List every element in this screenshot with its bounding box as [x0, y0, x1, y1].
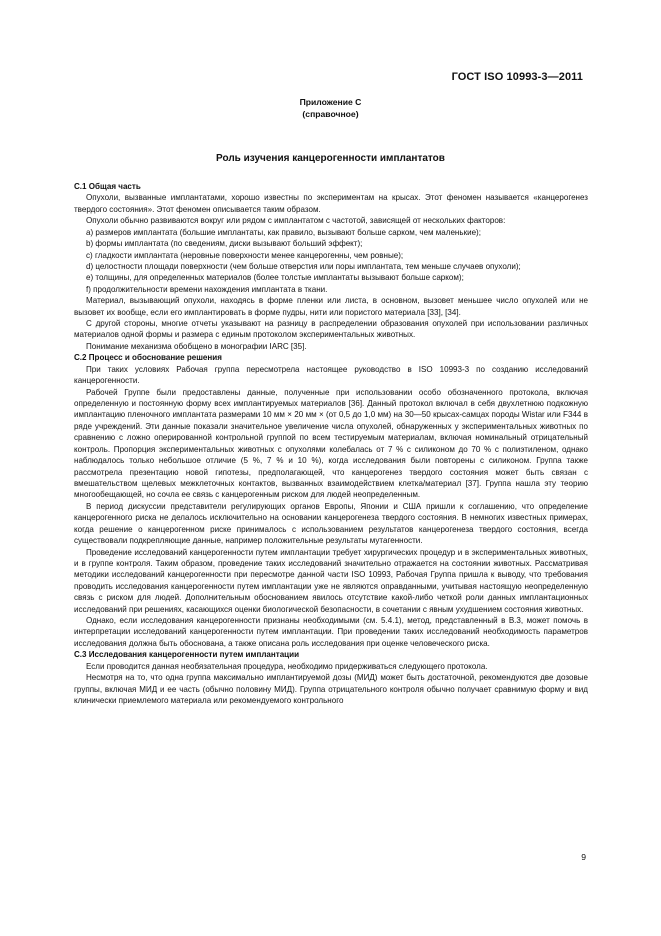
document-title: Роль изучения канцерогенности имплантатов — [216, 153, 445, 164]
paragraph: Проведение исследований канцерогенности путем имплантации требует хирургических процедур и в экспериментальных животных, и в группе контроля. Таким образом, проведение таких исследований значительно отражается на состоянии животных. Рассматривая методики исследований канцерогенности при пересмотре данной части ISO 10993, Рабочая Группа пришла к выводу, что требования проводить исследования канцерогенности путем имплантации уже не являются оправданными, учитывая настоящую неопределенную связь с риском для людей. Дополнительным обоснованием явилось отсутствие какой-либо четкой роли данных имплантационных исследований при решениях, касающихся оценки биологической безопасности, в сочетании с явным ухудшением состояния животных. — [74, 547, 588, 614]
list-item: f) продолжительности времени нахождения имплантата в ткани. — [86, 284, 328, 294]
page-number: 9 — [581, 852, 586, 862]
section-heading-c1: С.1 Общая часть — [74, 182, 141, 191]
paragraph: Опухоли, вызванные имплантатами, хорошо известны по экспериментам на крысах. Этот феномен называется «канцерогенез твердого состояния». Этот феномен описывается таким образом. — [74, 193, 588, 214]
paragraph: Понимание механизма обобщено в монографии IARC [35]. — [86, 341, 307, 351]
list-item: e) толщины, для определенных материалов (более толстые имплантаты вызывают больше сарком); — [86, 273, 464, 283]
paragraph: Несмотря на то, что одна группа максимально имплантируемой дозы (МИД) может быть достаточной, рекомендуются две дозовые группы, включая МИД и ее часть (обычно половину МИД). Группа отрицательного контроля обычно получает сравнимую форму и вид клинически приемлемого материала или рекомендуемого контрольного — [74, 673, 588, 705]
annex-note: (справочное) — [302, 109, 359, 119]
paragraph: В период дискуссии представители регулирующих органов Европы, Японии и США пришли к соглашению, что определение канцерогенного риска не делалось исключительно на основании канцерогенеза твердого состояния. В немногих известных примерах, когда решение о канцерогенном риске принималось с использованием результатов канцерогенеза твердого состояния, всегда существовали подкрепляющие данные, например положительные результаты мутагенности. — [74, 501, 588, 546]
paragraph: С другой стороны, многие отчеты указывают на разницу в распределении образования опухолей при использовании различных материалов одной формы и размера с единым протоколом экспериментальных животных. — [74, 319, 588, 340]
list-item: d) целостности площади поверхности (чем больше отверстия или поры имплантата, тем меньше случаев опухоли); — [86, 261, 521, 271]
document-body — [74, 181, 588, 706]
list-item: c) гладкости имплантата (неровные поверхности менее канцерогенны, чем ровные); — [86, 250, 404, 260]
paragraph: Опухоли обычно развиваются вокруг или рядом с имплантатом с частотой, зависящей от нескольких факторов: — [86, 216, 506, 226]
paragraph: Рабочей Группе были предоставлены данные, полученные при использовании особо обозначенного протокола, включая определенную и постоянную форму всех имплантируемых материалов [36]. Данный протокол включал в себя двухлетнюю подкожную имплантацию пленочного имплантата размерами 10 мм × 20 мм × (от 0,5 до 1,0 мм) на 30—50 крысах-самцах породы Wistar или F344 в ряде учреждений. Эти данные показали значительное увеличение числа опухолей, обнаруженных у экспериментальных животных по сравнению с ложно оперированной контрольной группой по всем тестируемым материалам, включая номинальный отрицательный контроль. Пропорция экспериментальных животных с опухолями колебалась от 7 % с силиконом до 70 % с полиэтиленом, однако наблюдалось только небольшое отличие (5 %, 7 % и 10 %), когда исследования были повторены с силиконом. Группа также рассмотрела презентацию новой гипотезы, предполагающей, что канцерогенез твердого состояния может быть связан с вмешательством щелевых межклеточных контактов, вызванных взаимодействием клетка/материал [37]. Группа нашла эту теорию многообещающей, но сочла ее связь с канцерогенным риском для людей неопределенным. — [74, 387, 588, 500]
paragraph: Если проводится данная необязательная процедура, необходимо придерживаться следующего протокола. — [86, 661, 488, 671]
annex-heading — [0, 96, 661, 120]
paragraph: Однако, если исследования канцерогенности признаны необходимыми (см. 5.4.1), метод, представленный в В.3, может помочь в интерпретации исследований канцерогенности путем имплантации. При проведении таких исследований необходимость параметров исследования должна быть обоснована, а также описана роль исследования при оценке человеческого риска. — [74, 616, 588, 648]
paragraph: При таких условиях Рабочая группа пересмотрела настоящее руководство в ISO 10993-3 по созданию исследований канцерогенности. — [74, 364, 588, 386]
section-heading-c3: С.3 Исследования канцерогенности путем имплантации — [74, 650, 300, 660]
standard-header: ГОСТ ISO 10993-3—2011 — [451, 71, 583, 83]
list-item: b) формы имплантата (по сведениям, диски вызывают больший эффект); — [86, 239, 363, 249]
section-heading-c2: С.2 Процесс и обоснование решения — [74, 353, 222, 363]
annex-label: Приложение С — [299, 97, 362, 107]
paragraph: Материал, вызывающий опухоли, находясь в форме пленки или листа, в основном, вызовет меньшее число опухолей или не вызовет их вообще, если его имплантировать в форме пудры, нити или пористого материала [33], [34]. — [74, 296, 588, 317]
list-item: a) размеров имплантата (большие имплантаты, как правило, вызывают больше сарком, чем маленькие); — [86, 227, 481, 237]
